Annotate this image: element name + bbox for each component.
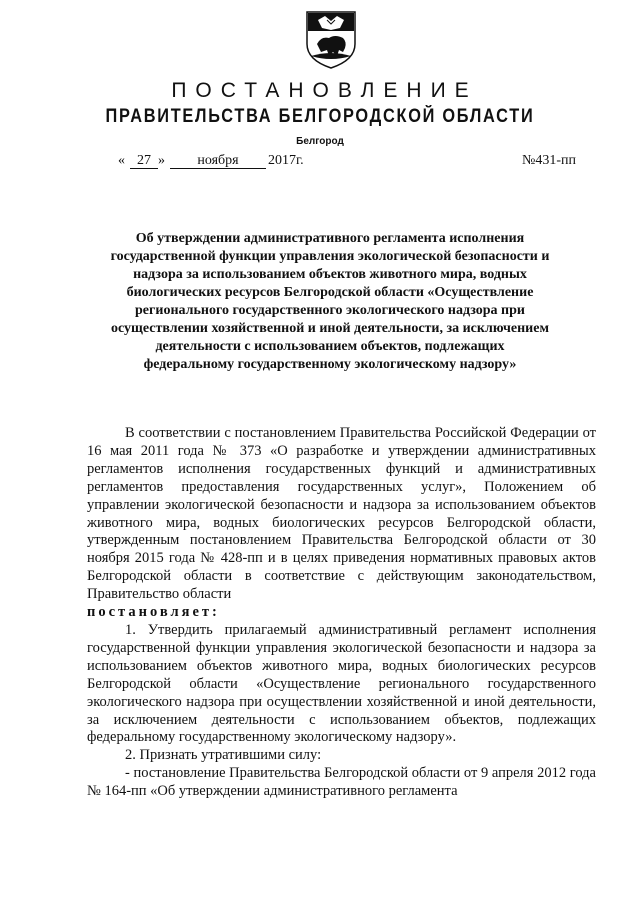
document-heading: Об утверждении административного регламента исполнения государственной функции управления экологической безопасности и надзора за использованием объектов животного мира, водных биологических ресурсов Белгородской области «Осуществление регионального государственного экологического надзора при осуществлении хозяйственной и иной деятельности, за исключением деятельности с использованием объектов, подлежащих федеральному государственному экологическому надзору» <box>110 231 550 372</box>
item-2-paragraph: 2. Признать утратившими силу: <box>125 747 322 764</box>
date-and-number-line <box>0 153 640 173</box>
item-2a-paragraph: - постановление Правительства Белгородской области от 9 апреля 2012 года № 164-пп «Об утверждении административного регламента <box>87 765 596 800</box>
resolves-word: постановляет: <box>87 604 220 621</box>
document-type-title: ПОСТАНОВЛЕНИЕ <box>171 79 478 102</box>
issuing-authority: ПРАВИТЕЛЬСТВА БЕЛГОРОДСКОЙ ОБЛАСТИ <box>105 106 535 127</box>
item-1-paragraph: 1. Утвердить прилагаемый административный регламент исполнения государственной функции управления экологической безопасности и надзора за использованием объектов животного мира, водных биологических ресурсов Белгородской области «Осуществление регионального государственного экологического надзора при осуществлении хозяйственной и иной деятельности, за исключением деятельности с использованием объектов, подлежащих федеральному государственному экологическому надзору». <box>87 621 596 746</box>
city-name: Белгород <box>296 136 344 147</box>
date-open-quote: « <box>118 153 125 168</box>
coat-of-arms-emblem <box>303 8 359 70</box>
document-number: №431-пп <box>522 153 577 168</box>
date-close-quote: » <box>158 153 165 168</box>
preamble-paragraph: В соответствии с постановлением Правительства Российской Федерации от 16 мая 2011 года № 373 «О разработке и утверждении административных регламентов исполнения государственных функций и административных регламентов предоставления государственных услуг», Положением об управлении экологической безопасности и надзора за использованием объектов животного мира, водных биологических ресурсов Белгородской области, утвержденным постановлением Правительства Белгородской области от 30 ноября 2015 года № 428-пп и в целях приведения нормативных правовых актов Белгородской области в соответствие с действующим законодательством, Правительство области <box>87 425 596 603</box>
date-year: 2017г. <box>268 153 304 168</box>
date-day: 27 <box>130 153 158 169</box>
document-body <box>87 425 596 801</box>
date-month: ноября <box>170 153 266 169</box>
